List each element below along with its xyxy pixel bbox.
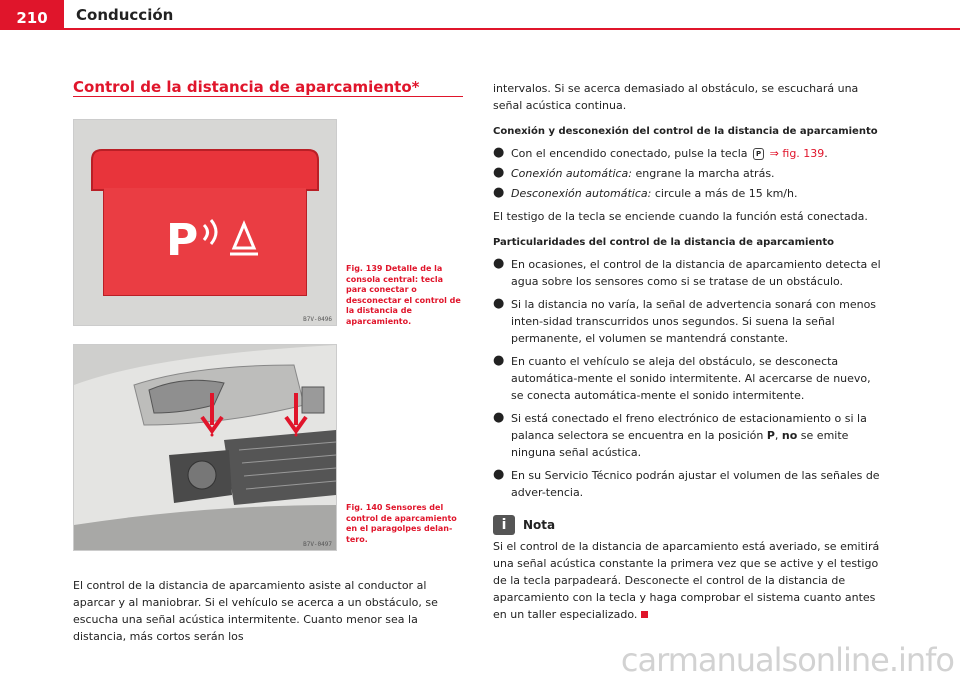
note-icon: i — [493, 515, 515, 535]
list-item: ● En su Servicio Técnico podrán ajustar el volumen de las señales de adver-tencia. — [493, 467, 880, 499]
list-item: ● En ocasiones, el control de la distancia de aparcamiento detecta el agua sobre los sensores como si se tratase de un obstáculo. — [493, 256, 881, 288]
bullet: ● — [493, 145, 505, 160]
parking-key-icon: P — [166, 215, 199, 266]
parking-key-icon: P — [753, 148, 764, 160]
note-label: Nota — [523, 517, 556, 532]
bullet: ● — [493, 410, 505, 425]
list-item: ● En cuanto el vehículo se aleja del obstáculo, se desconecta automática-mente el sonido intermitente. Al acercarse de nuevo, se conecta automática-mente el sonido intermitente. — [493, 353, 871, 402]
page-number: 210 — [0, 0, 64, 30]
note-text: Si el control de la distancia de aparcamiento está averiado, se emitirá una señal acústica constante la primera vez que se active y el testigo de la tecla parpadeará. Desconecte el control de la distancia de aparcamiento con la tecla y haga comprobar el sistema cuanto antes en un taller especializado. — [493, 540, 880, 621]
parking-button-illustration — [74, 120, 336, 325]
subheading-particularities: Particularidades del control de la distancia de aparcamiento — [493, 237, 835, 248]
figure-code: B7V-0496 — [303, 316, 332, 323]
end-marker — [641, 611, 648, 618]
header-rule — [0, 28, 960, 30]
bullet: ● — [493, 353, 505, 368]
front-bumper-illustration — [74, 345, 336, 550]
figure-139-caption: Fig. 139 Detalle de la consola central: tecla para conectar o desconectar el control de la distancia de aparcamiento. — [346, 264, 461, 326]
bullet: ● — [493, 256, 505, 271]
list-item: ● Conexión automática: engrane la marcha atrás. — [493, 165, 775, 180]
figure-140-caption: Fig. 140 Sensores del control de aparcamiento en el paragolpes delan-tero. — [346, 503, 457, 544]
list-item: ● Si la distancia no varía, la señal de advertencia sonará con menos inten-sidad transcurridos unos segundos. Si suena la señal permanente, el volumen se mantendrá constante. — [493, 296, 877, 345]
list-item: ● Desconexión automática: circule a más de 15 km/h. — [493, 185, 798, 200]
list-item: ● Si está conectado el freno electrónico de estacionamiento o si la palanca selectora se encuentra en la posición P, no se emite ninguna señal acústica. — [493, 410, 867, 459]
bullet: ● — [493, 467, 505, 482]
figure-link[interactable]: ⇒ fig. 139 — [769, 147, 825, 160]
subheading-connection: Conexión y desconexión del control de la distancia de aparcamiento — [493, 126, 878, 137]
intro-paragraph: El control de la distancia de aparcamiento asiste al conductor al aparcar y al maniobrar. Si el vehículo se acerca a un obstáculo, se escucha una señal acústica intermitente. Cuanto menor sea la distancia, más cortos serán los — [73, 579, 438, 643]
list-item: ● Con el encendido conectado, pulse la tecla P ⇒ fig. 139. — [493, 145, 828, 160]
figure-139 — [73, 119, 337, 326]
bullet: ● — [493, 185, 505, 200]
figure-code: B7V-0497 — [303, 541, 332, 548]
continued-paragraph: intervalos. Si se acerca demasiado al obstáculo, se escuchará una señal acústica continua. — [493, 82, 859, 112]
figure-140 — [73, 344, 337, 551]
bullet: ● — [493, 296, 505, 311]
section-title: Control de la distancia de aparcamiento* — [73, 78, 420, 96]
chapter-title: Conducción — [76, 6, 174, 24]
section-rule — [73, 96, 463, 97]
right-column — [493, 80, 885, 632]
indicator-paragraph: El testigo de la tecla se enciende cuando la función está conectada. — [493, 210, 868, 223]
bullet: ● — [493, 165, 505, 180]
watermark: carmanualsonline.info — [620, 641, 954, 679]
note-header — [493, 515, 885, 535]
